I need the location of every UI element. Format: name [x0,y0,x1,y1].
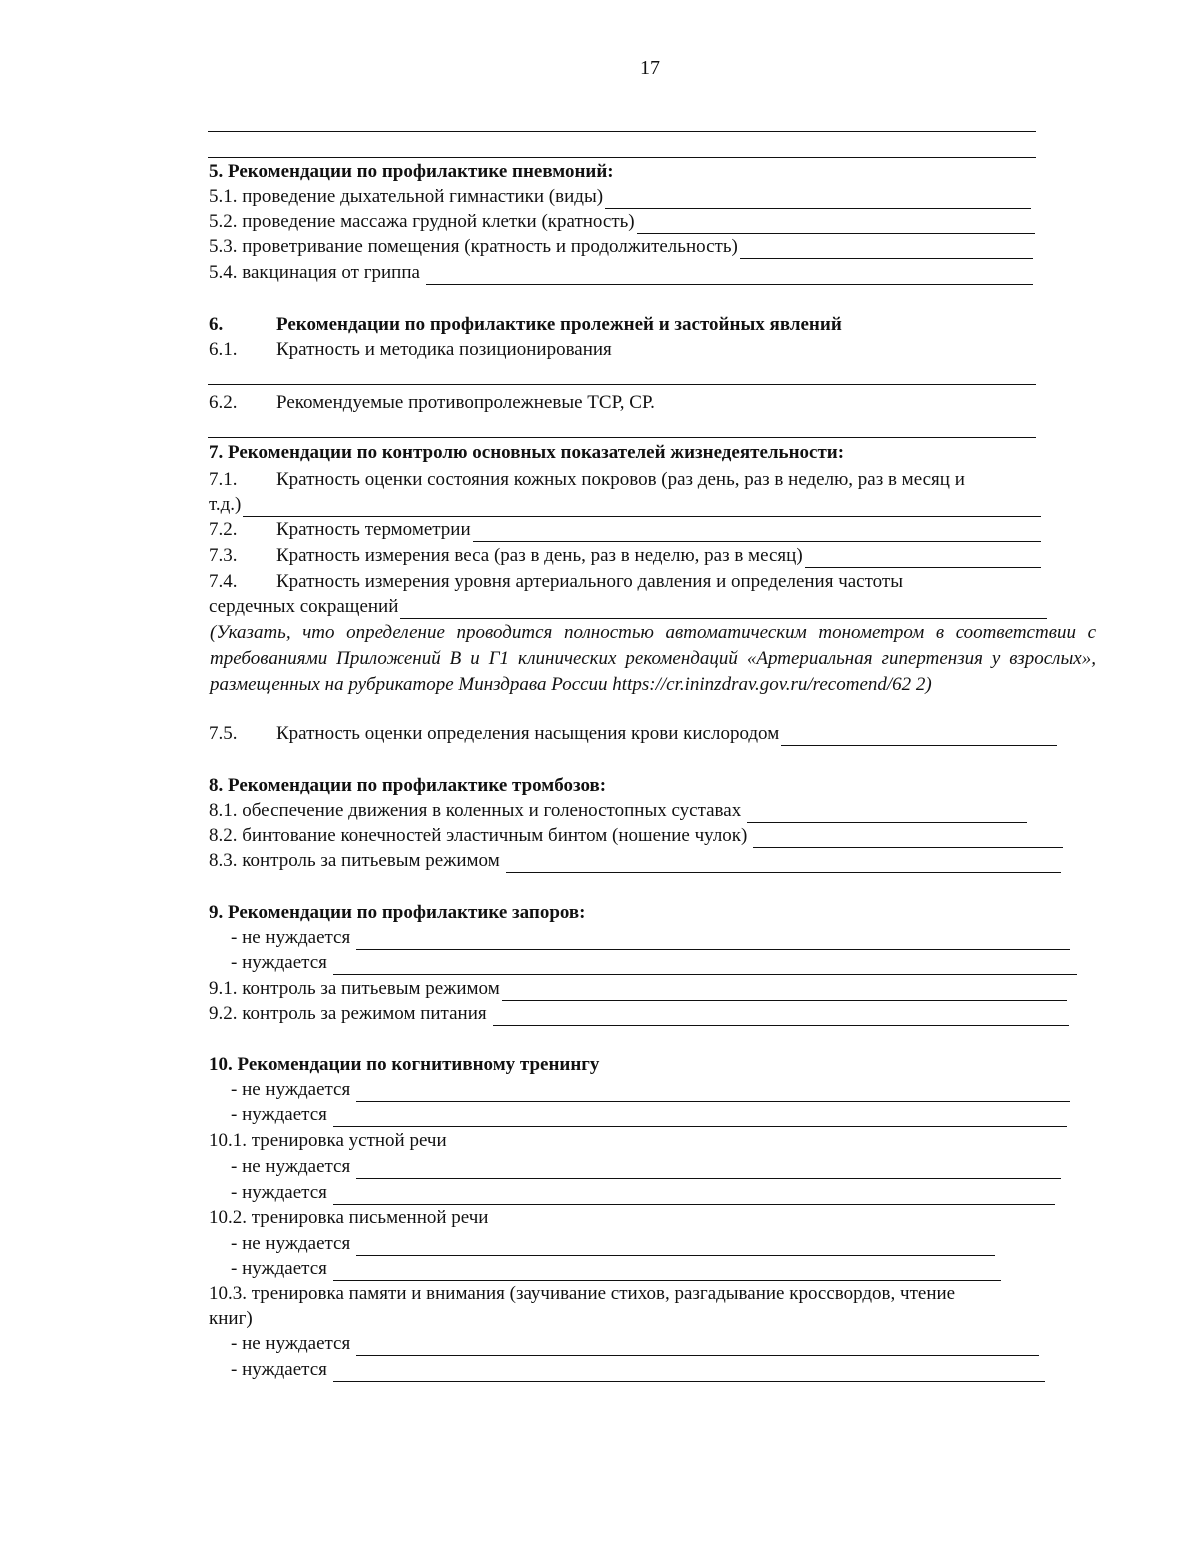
s10-1-need: - нуждается [231,1181,1055,1205]
item-7-2: 7.2. Кратность термометрии [209,518,1041,542]
answer-line[interactable] [426,267,1033,285]
item-7-4: 7.4. Кратность измерения уровня артериального давления и определения частоты [209,571,903,592]
top-rule-1 [208,131,1036,132]
answer-line-6-1[interactable] [208,384,1036,385]
answer-line[interactable] [333,1263,1001,1281]
item-10-3-cont: книг) [209,1308,253,1329]
s10-no-need: - не нуждается [231,1078,1070,1102]
answer-line[interactable] [781,728,1057,746]
section-8-heading: 8. Рекомендации по профилактике тромбозов: [209,775,607,796]
answer-line[interactable] [356,1238,995,1256]
item-5-3: 5.3. проветривание помещения (кратность и продолжительность) [209,235,1033,259]
answer-line[interactable] [506,855,1061,873]
answer-line[interactable] [605,191,1031,209]
answer-line[interactable] [493,1008,1069,1026]
answer-line[interactable] [356,932,1070,950]
answer-line[interactable] [356,1084,1070,1102]
answer-line[interactable] [333,957,1077,975]
answer-line[interactable] [333,1109,1067,1127]
s10-1-no-need: - не нуждается [231,1155,1061,1179]
s10-3-no-need: - не нуждается [231,1332,1039,1356]
answer-line[interactable] [753,830,1063,848]
s10-need: - нуждается [231,1103,1067,1127]
section-7-heading: 7. Рекомендации по контролю основных показателей жизнедеятельности: [209,442,845,463]
answer-line[interactable] [333,1364,1045,1382]
item-5-4: 5.4. вакцинация от гриппа [209,261,1033,285]
item-10-1: 10.1. тренировка устной речи [209,1130,447,1151]
item-7-5: 7.5. Кратность оценки определения насыщения крови кислородом [209,722,1057,746]
section-5-heading: 5. Рекомендации по профилактике пневмоний: [209,161,614,182]
answer-line[interactable] [400,601,1047,619]
item-7-1-cont: т.д.) [209,493,1041,517]
item-9-1: 9.1. контроль за питьевым режимом [209,977,1067,1001]
s9-no-need: - не нуждается [231,926,1070,950]
section-6-heading: 6. Рекомендации по профилактике пролежней и застойных явлений [209,314,842,335]
s10-2-no-need: - не нуждается [231,1232,995,1256]
item-7-1: 7.1. Кратность оценки состояния кожных покровов (раз день, раз в неделю, раз в месяц и [209,469,965,490]
answer-line[interactable] [356,1161,1061,1179]
answer-line[interactable] [637,216,1035,234]
answer-line[interactable] [333,1187,1055,1205]
tonometer-note: (Указать, что определение проводится полностью автоматическим тонометром в соответствии с требованиями Приложений В и Г1 клинических рекомендаций «Артериальная гипертензия у взрослых», размещенных на рубрикаторе Минздрава России https://cr.ininzdrav.gov.ru/recomend/62 2) [210,622,1096,695]
item-5-2: 5.2. проведение массажа грудной клетки (кратность) [209,210,1035,234]
page-number: 17 [640,57,660,79]
answer-line[interactable] [473,524,1041,542]
item-5-1: 5.1. проведение дыхательной гимнастики (виды) [209,185,1031,209]
item-7-3: 7.3. Кратность измерения веса (раз в день, раз в неделю, раз в месяц) [209,544,1041,568]
item-8-2: 8.2. бинтование конечностей эластичным бинтом (ношение чулок) [209,824,1063,848]
item-8-1: 8.1. обеспечение движения в коленных и голеностопных суставах [209,799,1027,823]
section-10-heading: 10. Рекомендации по когнитивному тренингу [209,1054,600,1075]
item-10-3: 10.3. тренировка памяти и внимания (заучивание стихов, разгадывание кроссвордов, чтение [209,1283,956,1304]
item-9-2: 9.2. контроль за режимом питания [209,1002,1069,1026]
answer-line[interactable] [740,241,1033,259]
item-7-4-cont: сердечных сокращений [209,595,1047,619]
answer-line[interactable] [747,805,1027,823]
answer-line[interactable] [356,1338,1039,1356]
item-6-2: 6.2. Рекомендуемые противопролежневые ТСР, СР. [209,392,655,413]
item-6-1: 6.1. Кратность и методика позиционирования [209,339,612,360]
answer-line[interactable] [243,499,1041,517]
answer-line[interactable] [502,983,1067,1001]
s10-3-need: - нуждается [231,1358,1045,1382]
s10-2-need: - нуждается [231,1257,1001,1281]
section-9-heading: 9. Рекомендации по профилактике запоров: [209,902,586,923]
item-10-2: 10.2. тренировка письменной речи [209,1207,489,1228]
s9-need: - нуждается [231,951,1077,975]
top-rule-2 [208,157,1036,158]
answer-line[interactable] [805,550,1041,568]
item-8-3: 8.3. контроль за питьевым режимом [209,849,1061,873]
answer-line-6-2[interactable] [208,437,1036,438]
